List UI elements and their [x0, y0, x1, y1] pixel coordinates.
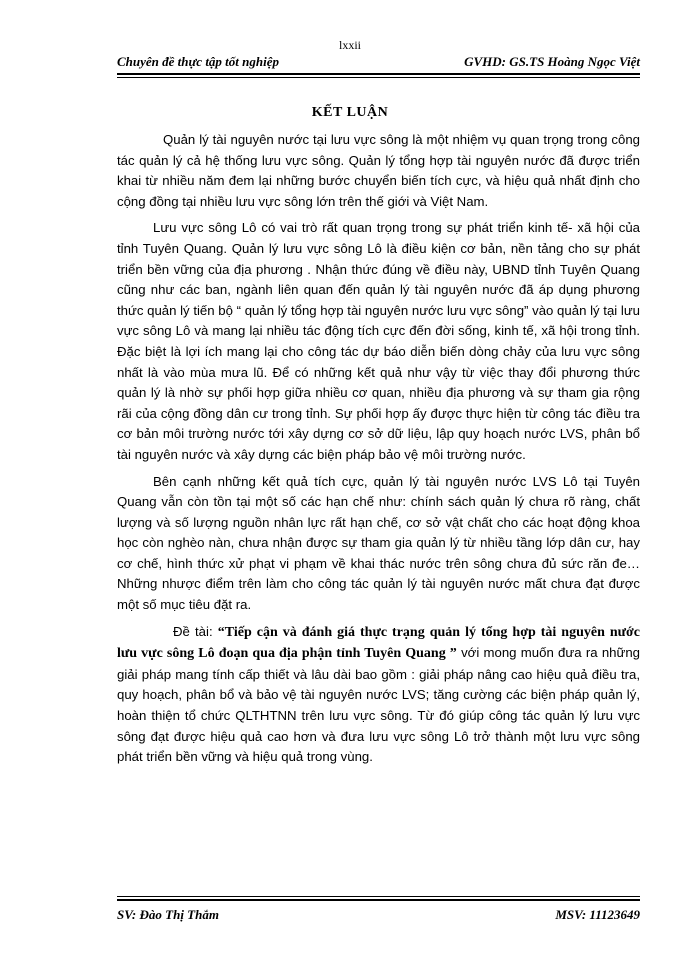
paragraph-4-lead: Đề tài: [173, 623, 218, 639]
header-course-title: Chuyên đề thực tập tốt nghiệp [117, 54, 279, 69]
paragraph-3: Bên cạnh những kết quả tích cực, quản lý tài nguyên nước LVS Lô tại Tuyên Quang vẫn còn tồn tại một số các hạn chế như: chính sách quản lý chưa rõ ràng, chất lượng và số lượng nguồn nhân lực rất hạn chế, cơ sở vật chất cho các hoạt động khoa học còn nghèo nàn, chưa nhận được sự tham gia quản lý từ nhiều tầng lớp dân cư, hay cơ chế, hình thức xử phạt vi phạm về khai thác nước trên sông chưa đủ sức răn đe… Những nhược điểm trên làm cho công tác quản lý tài nguyên nước mất chưa đạt được một số mục tiêu đặt ra. [117, 473, 640, 613]
page-header [117, 54, 640, 75]
header-rule [117, 77, 640, 78]
paragraph-4-rest: với mong muốn đưa ra những giải pháp mang tính cấp thiết và lâu dài bao gồm : giải pháp nâng cao hiệu quả điều tra, quy hoạch, phân bổ và bảo vệ tài nguyên nước LVS; tăng cường các biện pháp quản lý, hoàn thiện tổ chức QLTHTNN trên lưu vực sông. Từ đó giúp công tác quản lý lưu vực sông đạt được hiệu quả cao hơn và đưa lưu vực sông Lô trở thành một lưu vực sông phát triển bền vững và hiệu quả trong vùng. [117, 645, 640, 765]
page-number: lxxii [338, 38, 361, 52]
footer-student: SV: Đào Thị Thắm [117, 907, 219, 922]
page-footer [117, 899, 640, 923]
body-text [117, 130, 640, 774]
thesis-topic: “Tiếp cận và đánh giá thực trạng quản lý tổng hợp tài nguyên nước lưu vực sông Lô đoạn qua địa phận tỉnh Tuyên Quang ” [117, 624, 641, 662]
paragraph-2: Lưu vực sông Lô có vai trò rất quan trọng trong sự phát triển kinh tế- xã hội của tỉnh Tuyên Quang. Quản lý lưu vực sông Lô là điều kiện cơ bản, nền tảng cho sự phát triển bền vững của địa phương . Nhận thức đúng về điều này, UBND tỉnh Tuyên Quang cũng như các ban, ngành liên quan đến quản lý tài nguyên nước đã áp dụng phương thức quản lý tiến bộ “ quản lý tổng hợp tài nguyên nước lưu vực sông” vào quản lý tại lưu vực sông Lô và mang lại nhiều tác động tích cực đến đời sống, kinh tế, xã hội trong tỉnh. Đặc biệt là lợi ích mang lại cho công tác dự báo diễn biến dòng chảy của lưu vực sông nhất là vào mùa mưa lũ. Để có những kết quả như vậy từ việc thay đổi phương thức quản lý là nhờ sự phối hợp giữa nhiều cơ quan, nhiều địa phương và sự tham gia rộng rãi của cộng đồng dân cư trong tỉnh. Sự phối hợp ấy được thực hiện từ công tác điều tra cơ bản môi trường nước tới xây dựng cơ sở dữ liệu, lập quy hoạch nước LVS, phân bổ tài nguyên nước và xây dựng các biện pháp bảo vệ môi trường nước. [117, 220, 640, 462]
paragraph-4 [117, 622, 640, 768]
header-supervisor: GVHD: GS.TS Hoàng Ngọc Việt [464, 54, 640, 69]
section-title: KẾT LUẬN [311, 105, 389, 120]
footer-rule [117, 896, 640, 897]
footer-student-id: MSV: 11123649 [555, 907, 640, 922]
paragraph-1: Quản lý tài nguyên nước tại lưu vực sông là một nhiệm vụ quan trọng trong công tác quản lý cả hệ thống lưu vực sông. Quản lý tổng hợp tài nguyên nước đã được triển khai từ nhiều năm đem lại những bước chuyển biến tích cực, và hiệu quả nhất định cho cộng đồng tại nhiều lưu vực sông lớn trên thế giới và Việt Nam. [117, 132, 640, 209]
